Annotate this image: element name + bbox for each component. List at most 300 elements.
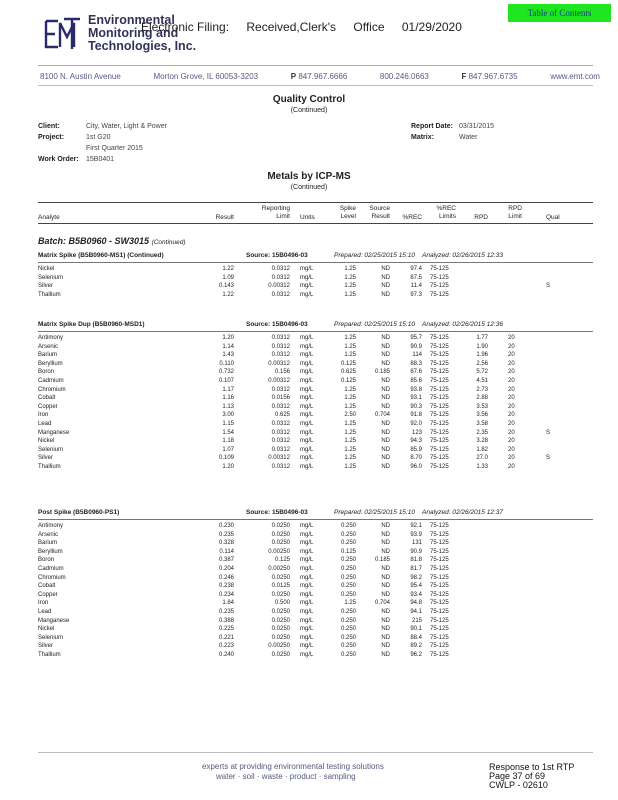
cell-rec-limits: 75-125 [430,274,449,281]
cell-rpd: 2.88 [476,395,488,402]
table-row [38,454,593,463]
cell-analyte: Boron [38,369,55,376]
cell-analyte: Copper [38,403,58,410]
group-prepared: Prepared: 02/25/2015 15:10 [334,321,415,328]
cell-reporting-limit: 0.00250 [268,565,290,572]
table-row [38,574,593,583]
cell-rec: 95.7 [410,335,422,341]
cell-analyte: Chromium [38,386,66,393]
cell-rpd-limit: 20 [508,360,515,367]
cell-rec-limits: 75-125 [430,548,449,555]
filing-status: Received,Clerk's [246,20,337,34]
cell-rec: 91.8 [410,412,422,419]
cell-rec-limits: 75-125 [430,403,449,410]
cell-result: 0.109 [218,455,234,462]
table-row [38,531,593,540]
col-analyte: Analyte [38,214,60,221]
cell-result: 0.234 [218,591,234,598]
cell-result: 0.143 [218,283,234,290]
cell-units: mg/L [300,531,314,538]
cell-spike-level: 0.250 [340,523,356,529]
cell-reporting-limit: 0.0250 [271,574,290,581]
cell-result: 0.223 [218,643,234,650]
cell-reporting-limit: 0.625 [274,412,290,419]
cell-rec-limits: 75-125 [430,343,449,350]
cell-spike-level: 0.250 [340,608,356,615]
address-web[interactable]: www.emt.com [550,72,600,81]
footer-tagline: experts at providing environmental testing solutions [202,762,384,771]
group-header [38,321,593,332]
cell-spike-level: 0.125 [340,548,356,555]
table-row [38,437,593,446]
cell-result: 0.114 [219,548,234,555]
cell-rec-limits: 75-125 [430,283,449,290]
cell-result: 1.20 [222,463,234,470]
cell-reporting-limit: 0.0312 [271,274,290,281]
cell-rec: 88.4 [410,634,422,641]
cell-reporting-limit: 0.0250 [271,591,290,598]
cell-rec-limits: 75-125 [430,352,449,359]
cell-spike-level: 1.25 [344,455,356,462]
cell-rpd: 4.51 [476,377,488,384]
cell-spike-level: 0.250 [340,634,356,641]
cell-rec: 95.4 [410,583,422,590]
group-prepared: Prepared: 02/25/2015 15:10 [334,509,415,516]
cell-source-result: ND [381,429,390,436]
cell-analyte: Manganese [38,617,70,624]
cell-units: mg/L [300,343,314,350]
cell-units: mg/L [300,557,314,564]
cell-result: 0.204 [218,565,234,572]
cell-spike-level: 0.250 [340,626,356,633]
cell-rpd: 1.77 [476,335,488,341]
table-row [38,625,593,634]
cell-analyte: Lead [38,420,52,427]
cell-rec: 85.6 [410,377,422,384]
company-line-2: Monitoring and [88,26,179,40]
cell-source-result: ND [381,403,390,410]
cell-rpd: 3.28 [476,438,488,445]
cell-result: 0.230 [218,523,234,529]
filing-office: Office [353,20,385,34]
cell-rpd-limit: 20 [508,438,515,445]
cell-reporting-limit: 0.0125 [271,583,290,590]
cell-units: mg/L [300,266,314,272]
group-name: Matrix Spike Dup (B5B0960-MSD1) [38,321,145,328]
cell-result: 0.238 [218,583,234,590]
client-info: Client: City, Water, Light & Power [38,123,167,130]
cell-rpd-limit: 20 [508,463,515,470]
cell-spike-level: 1.25 [344,420,356,427]
cell-reporting-limit: 0.0250 [271,651,290,658]
cell-source-result: ND [381,386,390,393]
cell-spike-level: 1.25 [344,395,356,402]
table-row [38,617,593,626]
cell-units: mg/L [300,377,314,384]
cell-rec-limits: 75-125 [430,266,449,272]
cell-analyte: Cadmium [38,565,64,572]
cell-units: mg/L [300,583,314,590]
cell-rec-limits: 75-125 [430,463,449,470]
cell-analyte: Arsenic [38,343,59,350]
cell-rec: 98.2 [410,574,422,581]
cell-spike-level: 1.25 [344,343,356,350]
cell-source-result: ND [381,274,390,281]
cell-rec: 93.8 [410,386,422,393]
filing-stamp [141,20,476,34]
cell-analyte: Beryllium [38,548,63,555]
col-rpd-limit: RPD Limit [508,205,522,220]
cell-rpd: 27.0 [476,455,488,462]
cell-rec: 81.7 [410,565,422,572]
cell-result: 1.22 [222,291,234,298]
table-row [38,343,593,352]
cell-units: mg/L [300,291,314,298]
table-row [38,565,593,574]
group-analyzed: Analyzed: 02/26/2015 12:36 [422,321,503,328]
cell-analyte: Thallium [38,291,61,298]
cell-rec-limits: 75-125 [430,557,449,564]
group-source: Source: 15B0496-03 [246,509,308,516]
project-info: Project: 1st G20 [38,134,111,141]
cell-reporting-limit: 0.0312 [271,291,290,298]
project-detail: First Quarter 2015 [86,145,143,152]
cell-rec-limits: 75-125 [430,591,449,598]
cell-spike-level: 1.25 [344,438,356,445]
table-row [38,265,593,274]
cell-spike-level: 1.25 [344,600,356,607]
cell-qual: S [546,429,551,436]
cell-spike-level: 0.250 [340,540,356,547]
qc-sample-group [38,509,593,660]
cell-analyte: Silver [38,283,54,290]
cell-units: mg/L [300,386,314,393]
cell-source-result: ND [381,420,390,427]
cell-rpd: 2.56 [476,360,488,367]
cell-rec: 11.4 [410,283,422,290]
cell-units: mg/L [300,274,314,281]
cell-rec-limits: 75-125 [430,455,449,462]
report-date-info: Report Date: 03/31/2015 [411,123,495,130]
cell-reporting-limit: 0.00312 [268,455,290,462]
col-units: Units [300,214,315,221]
cell-source-result: ND [381,446,390,453]
company-address [40,72,600,81]
cell-source-result: ND [381,360,390,367]
cell-source-result: ND [381,643,390,650]
cell-spike-level: 0.125 [340,360,356,367]
table-row [38,403,593,412]
cell-source-result: ND [381,266,390,272]
cell-analyte: Arsenic [38,531,59,538]
cell-source-result: ND [381,523,390,529]
cell-units: mg/L [300,335,314,341]
cell-rec: 94.3 [410,438,422,445]
cell-rpd-limit: 20 [508,455,515,462]
cell-spike-level: 0.250 [340,651,356,658]
cell-rec: 81.8 [410,557,422,564]
cell-spike-level: 0.250 [340,531,356,538]
table-row [38,599,593,608]
cell-spike-level: 1.25 [344,352,356,359]
col-rec: %REC [402,214,422,221]
cell-reporting-limit: 0.00250 [268,548,290,555]
cell-source-result: ND [381,565,390,572]
cell-units: mg/L [300,455,314,462]
cell-units: mg/L [300,643,314,650]
table-row [38,334,593,343]
cell-rec: 114 [412,352,422,359]
footer-divider [38,752,593,753]
cell-analyte: Copper [38,591,58,598]
cell-rec-limits: 75-125 [430,412,449,419]
cell-rec-limits: 75-125 [430,291,449,298]
cell-rec: 93.1 [410,395,422,402]
section-subtitle: (Continued) [290,184,328,191]
cell-spike-level: 0.250 [340,617,356,624]
group-prepared: Prepared: 02/25/2015 15:10 [334,252,415,259]
cell-analyte: Lead [38,608,52,615]
cell-analyte: Manganese [38,429,70,436]
group-analyzed: Analyzed: 02/26/2015 12:33 [422,252,503,259]
cell-reporting-limit: 0.125 [274,557,290,564]
cell-rec: 87.5 [410,274,422,281]
table-row [38,582,593,591]
cell-analyte: Silver [38,643,54,650]
cell-result: 1.22 [222,266,234,272]
cell-rpd: 2.73 [476,386,488,393]
cell-analyte: Thallium [38,651,61,658]
cell-units: mg/L [300,429,314,436]
table-row [38,548,593,557]
col-source-result: Source Result [369,205,390,220]
response-stamp [489,763,574,790]
cell-analyte: Chromium [38,574,66,581]
cell-units: mg/L [300,446,314,453]
col-spike-level: Spike Level [339,205,356,220]
cell-reporting-limit: 0.0312 [271,429,290,436]
cell-reporting-limit: 0.0250 [271,634,290,641]
cell-source-result: ND [381,540,390,547]
cell-rec: 97.3 [410,291,422,298]
cell-spike-level: 0.250 [340,591,356,598]
cell-rec: 90.9 [410,548,422,555]
cell-result: 0.221 [218,634,234,641]
cell-source-result: ND [381,634,390,641]
cell-analyte: Iron [38,600,49,607]
cell-rec: 92.1 [410,523,422,529]
cell-rec: 94.1 [410,608,422,615]
cell-analyte: Selenium [38,274,64,281]
cell-qual: S [546,283,551,290]
cell-spike-level: 1.25 [344,386,356,393]
cell-qual: S [546,455,551,462]
cell-analyte: Selenium [38,634,64,641]
cell-units: mg/L [300,565,314,572]
cell-rpd-limit: 20 [508,420,515,427]
cell-spike-level: 1.25 [344,291,356,298]
cell-rpd: 3.56 [476,412,488,419]
address-divider [38,85,593,86]
cell-analyte: Nickel [38,438,55,445]
cell-units: mg/L [300,412,314,419]
table-row [38,651,593,660]
cell-result: 1.18 [222,438,234,445]
cell-rec-limits: 75-125 [430,651,449,658]
col-rpd: RPD [474,214,488,221]
filing-type: Electronic Filing: [141,20,230,34]
cell-analyte: Silver [38,455,54,462]
cell-reporting-limit: 0.500 [274,600,290,607]
cell-spike-level: 1.25 [344,463,356,470]
page-subtitle: (Continued) [290,107,328,114]
cell-reporting-limit: 0.0312 [271,335,290,341]
emt-logo-icon [40,15,82,53]
cell-reporting-limit: 0.0312 [271,403,290,410]
cell-reporting-limit: 0.156 [274,369,290,376]
cell-analyte: Selenium [38,446,64,453]
batch-heading: Batch: B5B0960 - SW3015 (Continued) [38,236,186,246]
group-source: Source: 15B0496-03 [246,321,308,328]
cell-units: mg/L [300,591,314,598]
cell-units: mg/L [300,626,314,633]
cell-rec-limits: 75-125 [430,386,449,393]
cell-analyte: Nickel [38,266,55,272]
cell-rec-limits: 75-125 [430,583,449,590]
cell-rec-limits: 75-125 [430,420,449,427]
cell-result: 0.235 [218,531,234,538]
cell-reporting-limit: 0.0250 [271,626,290,633]
address-fax: F 847.967.6735 [461,72,518,81]
table-row [38,394,593,403]
table-row [38,274,593,283]
cell-rpd-limit: 20 [508,343,515,350]
cell-units: mg/L [300,395,314,402]
cell-analyte: Boron [38,557,55,564]
address-tollfree: 800.246.0663 [379,72,429,81]
cell-rpd: 1.96 [476,352,488,359]
cell-analyte: Antimony [38,523,64,529]
cell-spike-level: 1.25 [344,266,356,272]
cell-rec-limits: 75-125 [430,446,449,453]
matrix-info: Matrix: Water [411,134,478,141]
cell-source-result: ND [381,651,390,658]
cell-result: 1.14 [222,343,234,350]
cell-spike-level: 2.50 [344,412,356,419]
cell-rec-limits: 75-125 [430,617,449,624]
cell-rec-limits: 75-125 [430,540,449,547]
cell-rpd: 5.72 [476,369,488,376]
group-header [38,252,593,263]
cell-rec: 90.9 [410,343,422,350]
cell-source-result: ND [381,343,390,350]
cell-rec-limits: 75-125 [430,565,449,572]
cell-rpd: 1.33 [476,463,488,470]
cell-rpd: 1.82 [476,446,488,453]
cell-rec: 94.8 [410,600,422,607]
cell-spike-level: 1.25 [344,403,356,410]
cell-reporting-limit: 0.00250 [268,643,290,650]
filing-date: 01/29/2020 [401,20,462,34]
cell-source-result: 0.704 [374,600,390,607]
page-number: Page 37 of 69 [489,771,546,781]
cell-reporting-limit: 0.0312 [271,463,290,470]
qc-sample-group [38,321,593,472]
work-order-info: Work Order: 15B0401 [38,156,115,163]
cell-spike-level: 0.250 [340,565,356,572]
table-row [38,420,593,429]
cell-rec-limits: 75-125 [430,600,449,607]
cell-rec-limits: 75-125 [430,335,449,341]
table-row [38,634,593,643]
cell-reporting-limit: 0.0312 [271,386,290,393]
table-row [38,386,593,395]
cell-units: mg/L [300,420,314,427]
cell-reporting-limit: 0.0250 [271,617,290,624]
cell-spike-level: 0.250 [340,574,356,581]
cell-source-result: 0.704 [374,412,390,419]
cell-rpd-limit: 20 [508,335,515,341]
cell-result: 1.43 [222,352,234,359]
cell-rec: 123 [411,429,422,436]
cell-rec: 92.0 [410,420,422,427]
cell-analyte: Nickel [38,626,55,633]
cell-rec: 8.70 [410,455,422,462]
cell-units: mg/L [300,608,314,615]
cell-source-result: ND [381,548,390,555]
group-source: Source: 15B0496-03 [246,252,308,259]
cell-rec: 97.4 [410,266,422,272]
cell-spike-level: 0.250 [340,643,356,650]
cell-rec: 93.4 [410,591,422,598]
group-header [38,509,593,520]
table-of-contents-button[interactable]: Table of Contents [508,4,611,22]
cell-spike-level: 1.25 [344,446,356,453]
cell-result: 1.20 [222,335,234,341]
cell-rec-limits: 75-125 [430,626,449,633]
cell-source-result: ND [381,455,390,462]
cell-source-result: 0.185 [374,557,390,564]
cell-rec: 90.3 [410,403,422,410]
cell-analyte: Cobalt [38,395,56,402]
cell-units: mg/L [300,540,314,547]
cell-rec-limits: 75-125 [430,523,449,529]
cell-rec: 85.9 [410,446,422,453]
document-id: CWLP - 02610 [489,780,548,790]
col-reporting-limit: Reporting Limit [261,205,290,220]
col-qual: Qual [546,214,560,221]
cell-result: 1.54 [222,429,234,436]
cell-source-result: ND [381,463,390,470]
cell-units: mg/L [300,352,314,359]
table-row [38,377,593,386]
cell-spike-level: 1.25 [344,429,356,436]
cell-rpd: 2.35 [476,429,488,436]
cell-rpd-limit: 20 [508,386,515,393]
cell-rec-limits: 75-125 [430,369,449,376]
cell-units: mg/L [300,574,314,581]
cell-units: mg/L [300,651,314,658]
cell-reporting-limit: 0.0250 [271,608,290,615]
cell-result: 1.84 [222,600,234,607]
table-row [38,429,593,438]
response-label: Response to 1st RTP [489,762,575,772]
cell-source-result: ND [381,583,390,590]
cell-rec-limits: 75-125 [430,574,449,581]
cell-source-result: ND [381,608,390,615]
table-row [38,360,593,369]
cell-rec-limits: 75-125 [430,429,449,436]
